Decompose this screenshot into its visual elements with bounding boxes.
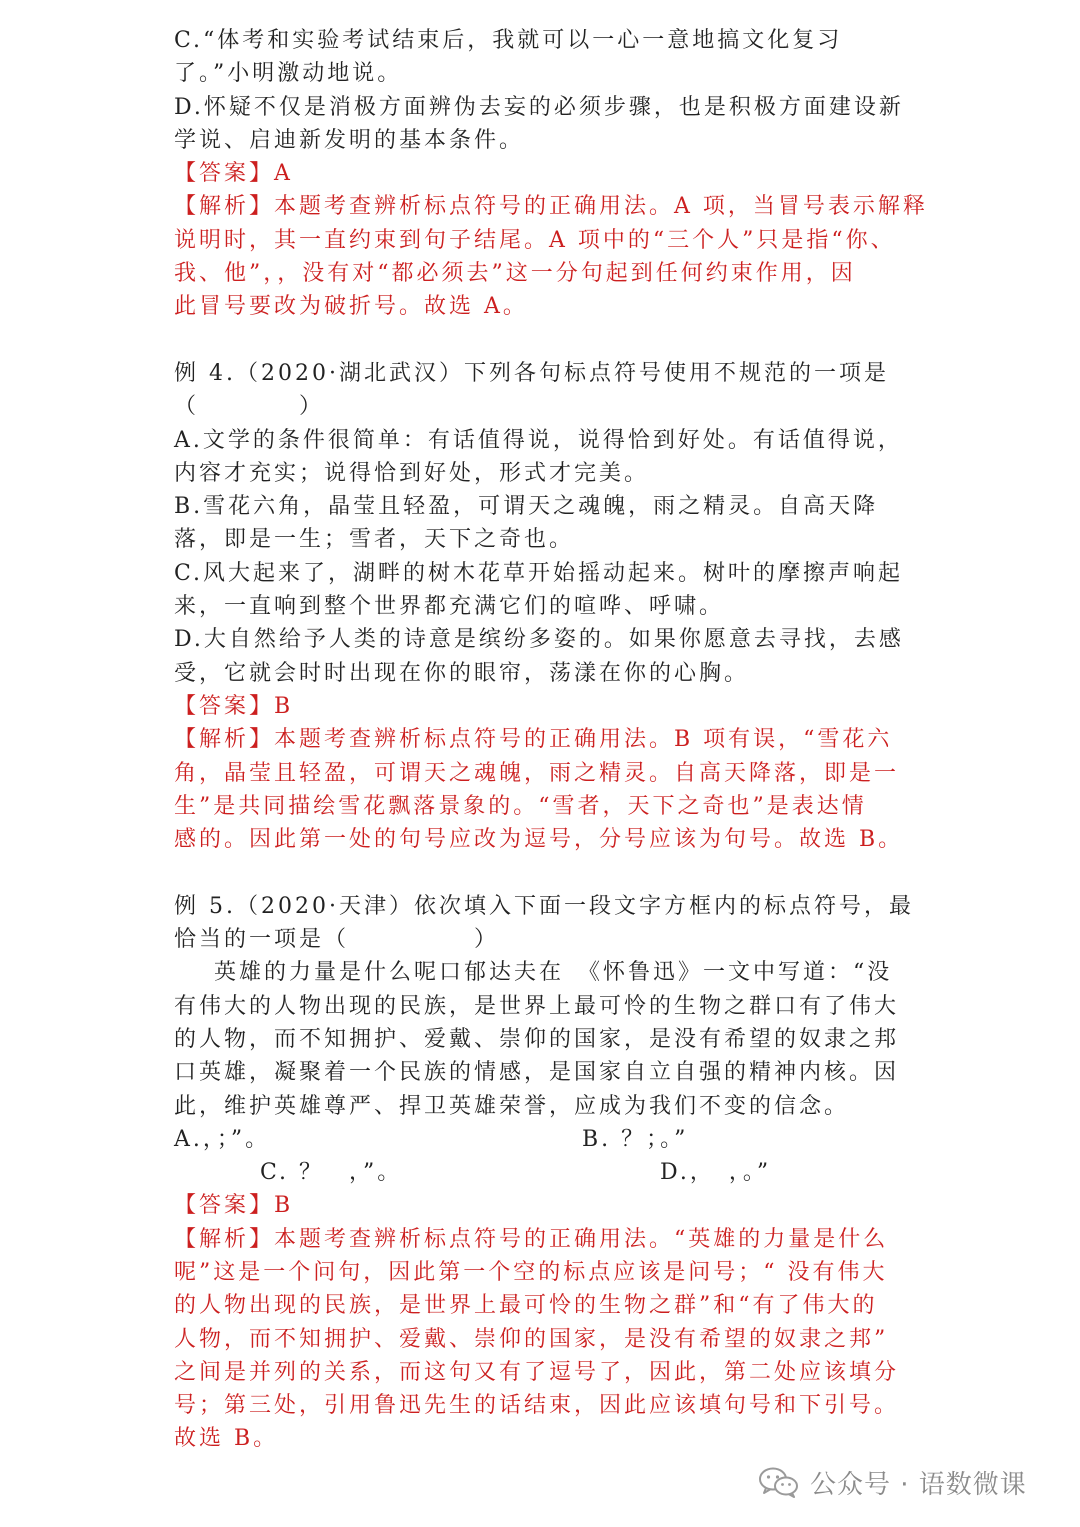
text-line: 英雄的力量是什么呢口郁达夫在 《怀鲁迅》一文中写道：“没 — [214, 960, 893, 986]
answer-text-line: 我、他”，，没有对“都必须去”这一分句起到任何约束作用，因 — [174, 261, 856, 287]
answer-text-line: 【解析】本题考查辨析标点符号的正确用法。B 项有误，“雪花六 — [174, 727, 893, 753]
watermark — [758, 1462, 1027, 1502]
text-line: 有伟大的人物出现的民族，是世界上最可怜的生物之群口有了伟大 — [174, 993, 900, 1019]
text-line: D.大自然给予人类的诗意是缤纷多姿的。如果你愿意去寻找，去感 — [174, 627, 904, 653]
answer-text-line: 感的。因此第一处的句号应改为逗号，分号应该为句号。故选 B。 — [174, 827, 904, 853]
paragraph-gap — [174, 856, 914, 889]
text-line: 此，维护英雄尊严、捍卫英雄荣誉，应成为我们不变的信念。 — [174, 1093, 850, 1119]
text-line: 的人物，而不知拥护、爱戴、崇仰的国家，是没有希望的奴隶之邦 — [174, 1026, 900, 1052]
answer-text-line: 说明时，其一直约束到句子结尾。A 项中的“三个人”只是指“你、 — [174, 227, 896, 253]
text-line: 恰当的一项是（ ） — [174, 927, 500, 953]
text-line: 了。”小明激动地说。 — [174, 61, 403, 87]
answer-text-line: 之间是并列的关系，而这句又有了逗号了，因此，第二处应该填分 — [174, 1359, 900, 1385]
text-line: （ ） — [174, 394, 325, 420]
answer-text-line: 角，晶莹且轻盈，可谓天之魂魄，雨之精灵。自高天降落，即是一 — [174, 760, 900, 786]
paragraph-gap — [174, 324, 914, 357]
text-line: 例 4.（2020·湖北武汉）下列各句标点符号使用不规范的一项是 — [174, 360, 889, 386]
document-page — [174, 24, 928, 1456]
answer-text-line: 此冒号要改为破折号。故选 A。 — [174, 294, 528, 320]
answer-text-line: 号；第三处，引用鲁迅先生的话结束，因此应该填句号和下引号。 — [174, 1393, 900, 1419]
text-line: 落，即是一生；雪者，天下之奇也。 — [174, 527, 575, 553]
text-line: C.“体考和实验考试结束后，我就可以一心一意地搞文化复习 — [174, 28, 843, 53]
answer-text-line: 【答案】A — [174, 161, 293, 187]
text-line: 口英雄，凝聚着一个民族的情感，是国家自立自强的精神内核。因 — [174, 1060, 900, 1086]
option-c: C. ？ ，”。 — [260, 1160, 403, 1186]
watermark-text: 公众号 · 语数微课 — [810, 1469, 1027, 1500]
document-analysis — [174, 1189, 914, 1455]
text-line: 内容才充实；说得恰到好处，形式才完美。 — [174, 460, 650, 486]
option-d: D.， ，。” — [660, 1160, 772, 1186]
answer-text-line: 生”是共同描绘雪花飘落景象的。“雪者，天下之奇也”是表达情 — [174, 793, 867, 819]
text-line: C.风大起来了，湖畔的树木花草开始摇动起来。树叶的摩擦声响起 — [174, 560, 904, 586]
answer-text-line: 的人物出现的民族，是世界上最可怜的生物之群”和“有了伟大的 — [174, 1293, 878, 1319]
option-a: A.，；”。 — [174, 1126, 271, 1152]
answer-text-line: 呢”这是一个问句，因此第一个空的标点应该是问号；“ 没有伟大 — [174, 1259, 888, 1285]
option-b: B. ？；。” — [582, 1126, 689, 1152]
options-row-1 — [174, 1123, 914, 1156]
answer-text-line: 【解析】本题考查辨析标点符号的正确用法。A 项，当冒号表示解释 — [174, 194, 928, 220]
text-line: 受，它就会时时出现在你的眼帘，荡漾在你的心胸。 — [174, 660, 750, 686]
answer-text-line: 故选 B。 — [174, 1426, 279, 1452]
document-body — [174, 24, 928, 1123]
text-line: B.雪花六角，晶莹且轻盈，可谓天之魂魄，雨之精灵。自高天降 — [174, 494, 879, 520]
text-line: 学说、启迪新发明的基本条件。 — [174, 127, 525, 153]
text-line: 来，一直响到整个世界都充满它们的喧哗、呼啸。 — [174, 594, 725, 620]
answer-text-line: 【答案】B — [174, 1193, 294, 1219]
text-line: D.怀疑不仅是消极方面辨伪去妄的必须步骤，也是积极方面建设新 — [174, 94, 904, 120]
options-row-2 — [174, 1156, 914, 1189]
text-line: 例 5.（2020·天津）依次填入下面一段文字方框内的标点符号，最 — [174, 893, 914, 919]
answer-text-line: 人物，而不知拥护、爱戴、崇仰的国家，是没有希望的奴隶之邦” — [174, 1326, 889, 1352]
wechat-icon — [758, 1466, 800, 1498]
answer-text-line: 【答案】B — [174, 693, 294, 719]
answer-text-line: 【解析】本题考查辨析标点符号的正确用法。“英雄的力量是什么 — [174, 1226, 889, 1252]
text-line: A.文学的条件很简单：有话值得说，说得恰到好处。有话值得说， — [174, 427, 903, 453]
